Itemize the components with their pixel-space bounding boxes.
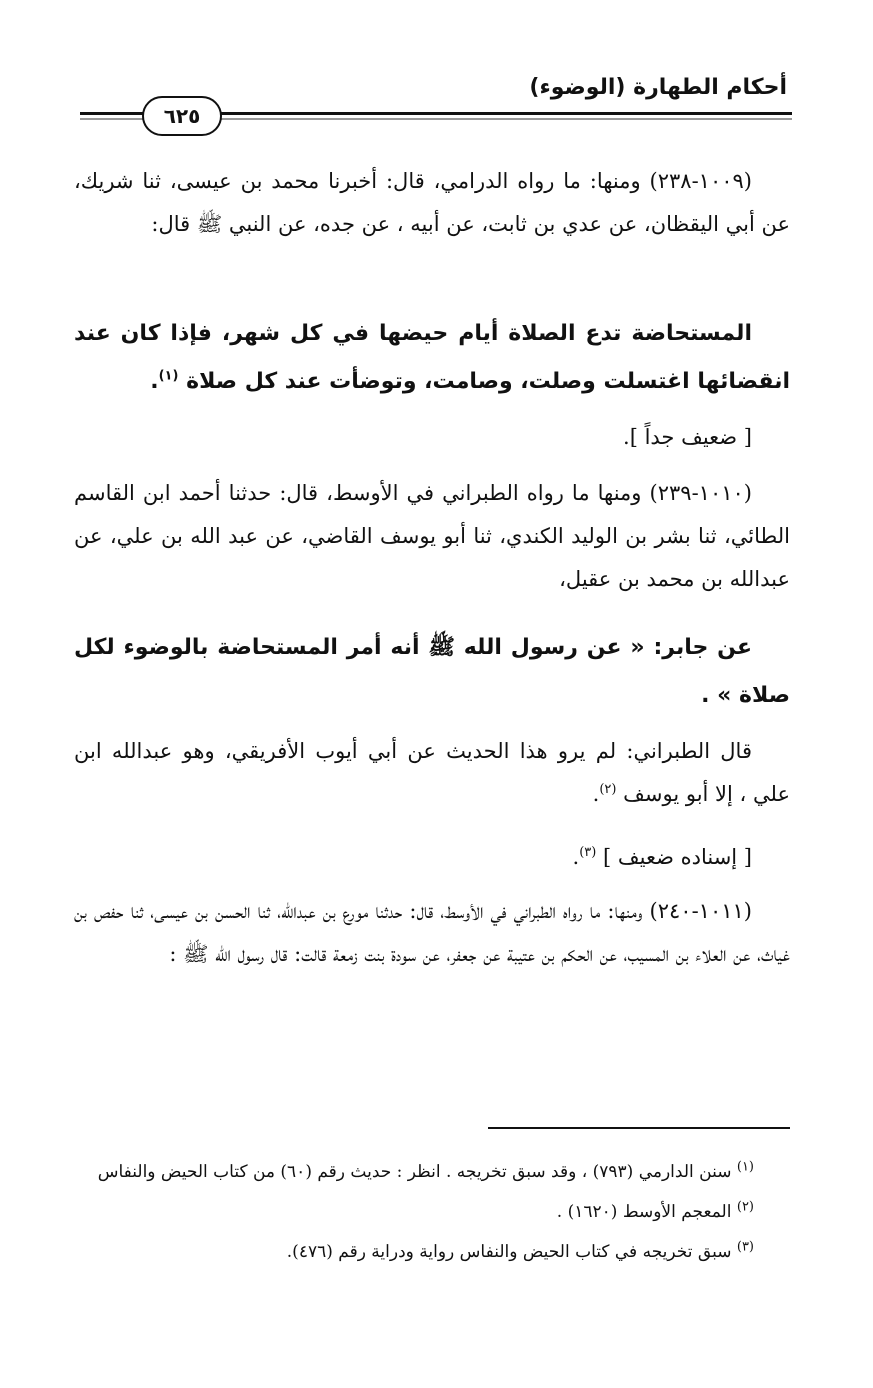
footnote-text: سنن الدارمي (٧٩٣) ، وقد سبق تخريجه . انظر : حديث رقم (٦٠) من كتاب الحيض والنفاس [97,1162,732,1182]
footnote-separator [488,1127,790,1129]
hadith-1009-grade [74,416,790,459]
footnotes [74,1152,790,1272]
hadith-isnad: (١٠١١-٢٤٠) ومنها: ما رواه الطبراني في الأوسط، قال: حدثنا مورع بن عبدالله، ثنا الحسن بن عيسى، ثنا حفص بن غياث، عن العلاء بن المسيب، عن الحكم بن عتيبة عن جعفر، عن سودة بنت زمعة قالت: قال رسول الله ﷺ : [74,899,790,966]
grade-text: [ إسناده ضعيف ] [603,845,752,869]
footnote-number: (١) [736,1159,754,1175]
hadith-1010-grade: [ إسناده ضعيف ] $^{(٣)}$. [572,845,752,869]
footnote-ref: (٢) [599,782,617,797]
hadith-matn-text: المستحاضة تدع الصلاة أيام حيضها في كل شهر، فإذا كان عند انقضائها اغتسلت وصلت، وصامت، وتوضأت عند كل صلاة [74,321,790,394]
footnote-ref: (١) [158,368,179,384]
footnote-text: سبق تخريجه في كتاب الحيض والنفاس رواية ودراية رقم (٤٧٦). [286,1242,732,1262]
hadith-isnad: (١٠١٠-٢٣٩) ومنها ما رواه الطبراني في الأوسط، قال: حدثنا أحمد ابن القاسم الطائي، ثنا بشر بن الوليد الكندي، ثنا أبو يوسف القاضي، عن عبد الله بن علي، عن عبدالله بن محمد بن عقيل، [74,481,790,591]
running-header-title: أحكام الطهارة (الوضوء) [529,75,787,100]
hadith-1009-matn: المستحاضة تدع الصلاة أيام حيضها في كل شهر، فإذا كان عند انقضائها اغتسلت وصلت، وصامت، وتوضأت عند كل صلاة $^{(١)}$. [74,321,790,394]
hadith-1011 [74,890,790,976]
hadith-1010 [74,472,790,601]
footnote-ref: (٣) [579,845,597,860]
footnote-number: (٢) [736,1199,754,1215]
grade-text: [ ضعيف جداً ]. [623,425,752,449]
tabarani-note: قال الطبراني: لم يرو هذا الحديث عن أبي أيوب الأفريقي، وهو عبدالله ابن علي ، إلا أبو يوسف $^{(٢)}$. [74,739,790,806]
hadith-isnad: (١٠٠٩-٢٣٨) ومنها: ما رواه الدرامي، قال: أخبرنا محمد بن عيسى، ثنا شريك، عن أبي اليقظان، عن عدي بن ثابت، عن أبيه ، عن جده، عن النبي ﷺ قال: [74,169,790,236]
note-text: قال الطبراني: لم يرو هذا الحديث عن أبي أيوب الأفريقي، وهو عبدالله ابن علي ، إلا أبو يوسف [74,739,790,806]
hadith-1009 [74,160,790,246]
hadith-1010-matn [74,624,790,720]
footnote-number: (٣) [736,1239,754,1255]
hadith-matn-text: عن جابر: « عن رسول الله ﷺ أنه أمر المستحاضة بالوضوء لكل صلاة » . [74,635,790,708]
page-number: ٦٢٥ [142,96,222,136]
footnote-text: المعجم الأوسط (١٦٢٠) . [556,1202,732,1222]
